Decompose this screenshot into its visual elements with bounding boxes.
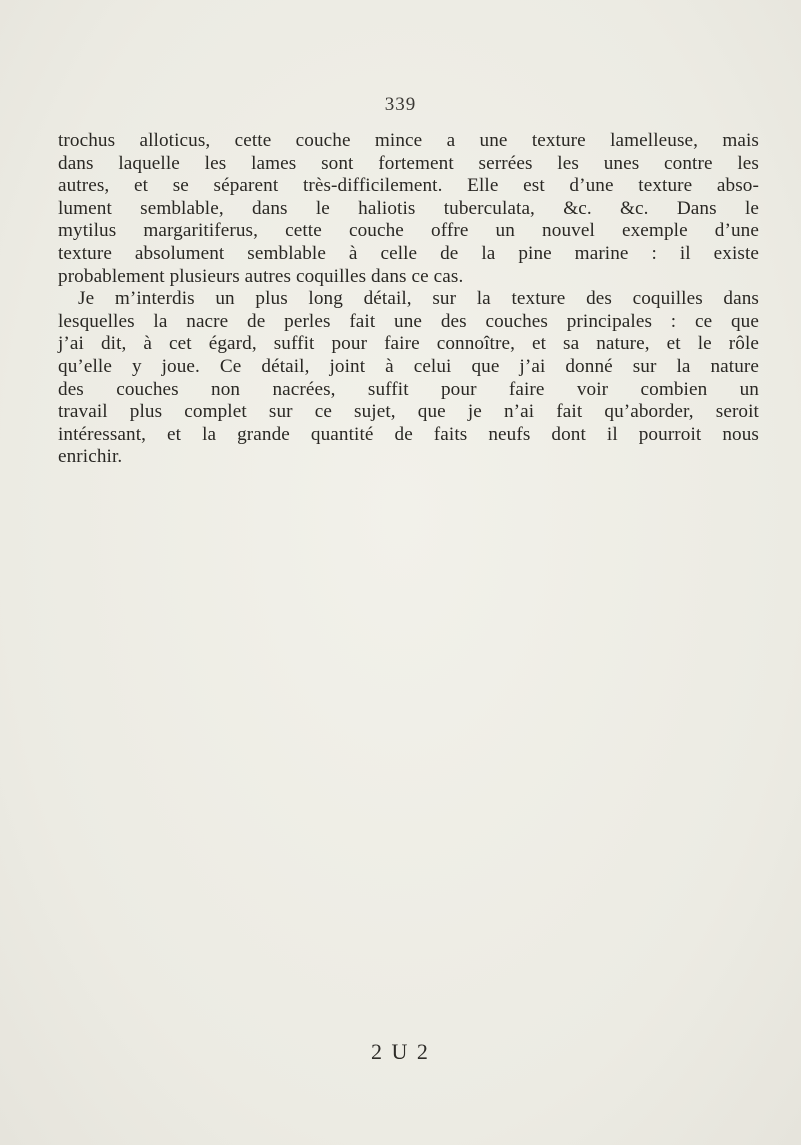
text-line: lesquelles la nacre de perles fait une des couches principales : ce que [58,310,759,332]
text-line: des couches non nacrées, suffit pour faire voir combien un [58,378,759,400]
text-line: trochus alloticus, cette couche mince a une texture lamelleuse, mais [58,130,759,151]
text-line: probablement plusieurs autres coquilles dans ce cas. [58,265,464,287]
text-line: dans laquelle les lames sont fortement serrées les unes contre les [58,152,759,174]
text-line: travail plus complet sur ce sujet, que je n’ai fait qu’aborder, seroit [58,401,759,423]
text-line: qu’elle y joue. Ce détail, joint à celui que j’ai donné sur la nature [58,355,759,377]
text-line: lument semblable, dans le haliotis tuberculata, &c. &c. Dans le [58,197,759,219]
text-line: texture absolument semblable à celle de la pine marine : il existe [58,242,759,264]
text-line: mytilus margaritiferus, cette couche offre un nouvel exemple d’une [58,220,759,242]
page-number: 339 [384,94,417,115]
signature-mark: 2 U 2 [371,1039,430,1064]
text-line: autres, et se séparent très-difficilement. Elle est d’une texture abso- [58,175,759,197]
text-line: Je m’interdis un plus long détail, sur la texture des coquilles dans [78,288,759,310]
text-line: j’ai dit, à cet égard, suffit pour faire connoître, et sa nature, et le rôle [58,333,759,355]
text-line: enrichir. [58,446,123,468]
text-line: intéressant, et la grande quantité de faits neufs dont il pourroit nous [58,423,759,445]
body-text [58,130,759,469]
